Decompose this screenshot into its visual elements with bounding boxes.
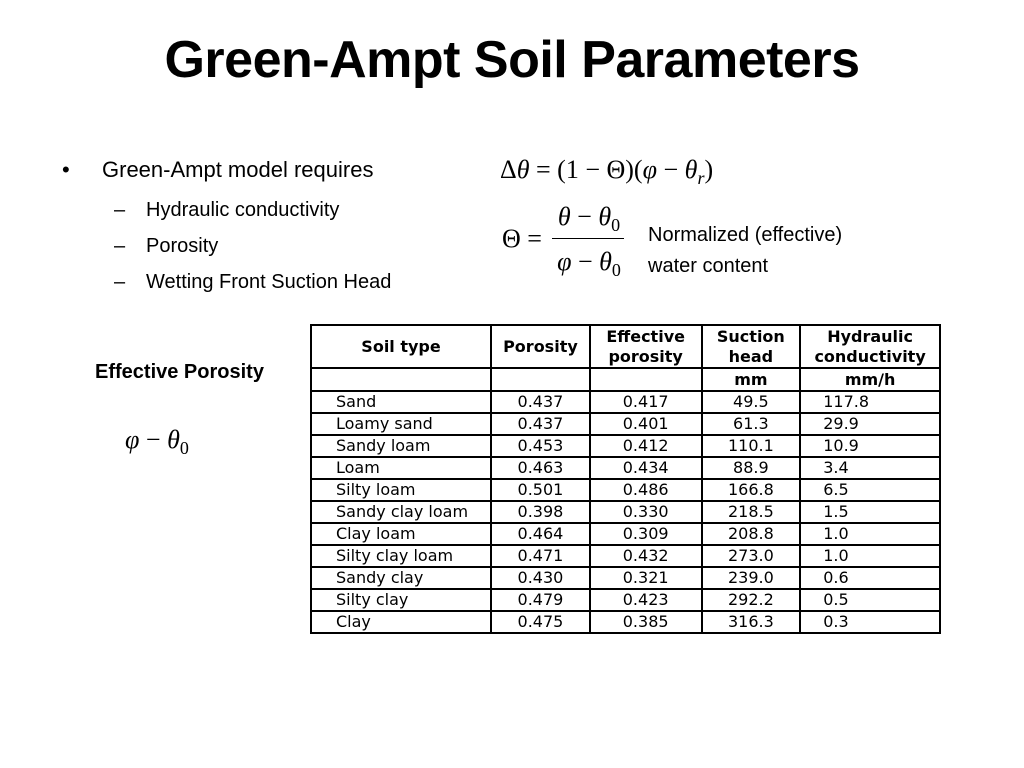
cell-soil-type: Loamy sand (311, 413, 491, 435)
cell-effective-porosity: 0.434 (590, 457, 702, 479)
table-row (311, 567, 940, 589)
cell-suction-head: 88.9 (702, 457, 801, 479)
cell-hydraulic-conductivity: 3.4 (800, 457, 940, 479)
cell-effective-porosity: 0.330 (590, 501, 702, 523)
effective-porosity-label: Effective Porosity (95, 361, 264, 383)
unit-cell (311, 368, 491, 391)
cell-porosity: 0.430 (491, 567, 590, 589)
sub-bullet (60, 233, 391, 259)
cell-soil-type: Silty clay (311, 589, 491, 611)
cell-suction-head: 166.8 (702, 479, 801, 501)
cell-porosity: 0.479 (491, 589, 590, 611)
cell-soil-type: Sand (311, 391, 491, 413)
fraction-numerator: $\theta - \theta_0$ (557, 202, 621, 235)
cell-soil-type: Sandy clay (311, 567, 491, 589)
cell-suction-head: 239.0 (702, 567, 801, 589)
fraction-denominator: $\varphi - \theta_0$ (557, 247, 621, 280)
table-row (311, 501, 940, 523)
cell-suction-head: 218.5 (702, 501, 801, 523)
cell-hydraulic-conductivity: 0.6 (800, 567, 940, 589)
cell-hydraulic-conductivity: 29.9 (800, 413, 940, 435)
bullet-main-text: Green-Ampt model requires (102, 157, 374, 182)
cell-porosity: 0.398 (491, 501, 590, 523)
cell-hydraulic-conductivity: 1.0 (800, 523, 940, 545)
cell-effective-porosity: 0.309 (590, 523, 702, 545)
cell-suction-head: 273.0 (702, 545, 801, 567)
header-soil-type: Soil type (311, 325, 491, 368)
cell-porosity: 0.453 (491, 435, 590, 457)
table-row (311, 611, 940, 633)
unit-cell: mm/h (800, 368, 940, 391)
cell-porosity: 0.501 (491, 479, 590, 501)
sub-bullet (60, 269, 391, 295)
header-porosity: Porosity (491, 325, 590, 368)
cell-suction-head: 110.1 (702, 435, 801, 457)
cell-suction-head: 61.3 (702, 413, 801, 435)
unit-cell: mm (702, 368, 801, 391)
cell-effective-porosity: 0.423 (590, 589, 702, 611)
table-body (311, 391, 940, 633)
table-row (311, 523, 940, 545)
cell-hydraulic-conductivity: 10.9 (800, 435, 940, 457)
table-row (311, 589, 940, 611)
dash-icon: – (114, 235, 126, 257)
header-suction-head: Suction head (702, 325, 801, 368)
table-header-row (311, 325, 940, 368)
note-line1: Normalized (effective) (648, 224, 843, 246)
sub-bullet-text: Hydraulic conductivity (146, 199, 340, 221)
dash-icon: – (114, 199, 126, 221)
cell-porosity: 0.437 (491, 413, 590, 435)
cell-suction-head: 208.8 (702, 523, 801, 545)
table-row (311, 457, 940, 479)
cell-soil-type: Clay (311, 611, 491, 633)
delta-theta-equation: $\Delta\theta = (1 - \Theta)(\varphi - \theta_r)$ (500, 155, 714, 188)
cell-suction-head: 316.3 (702, 611, 801, 633)
sub-bullet-text: Wetting Front Suction Head (146, 271, 392, 293)
cell-suction-head: 292.2 (702, 589, 801, 611)
cell-porosity: 0.471 (491, 545, 590, 567)
cell-porosity: 0.437 (491, 391, 590, 413)
cell-suction-head: 49.5 (702, 391, 801, 413)
unit-cell (590, 368, 702, 391)
cell-hydraulic-conductivity: 0.5 (800, 589, 940, 611)
header-hydraulic-conductivity: Hydraulic conductivity (800, 325, 940, 368)
cell-effective-porosity: 0.486 (590, 479, 702, 501)
cell-soil-type: Silty clay loam (311, 545, 491, 567)
bullet-list (60, 155, 391, 295)
cell-hydraulic-conductivity: 0.3 (800, 611, 940, 633)
fraction-bar (552, 238, 624, 239)
effective-porosity-equation: $\varphi - \theta_0$ (125, 425, 189, 458)
cell-effective-porosity: 0.412 (590, 435, 702, 457)
table-row (311, 479, 940, 501)
sub-bullet-text: Porosity (146, 235, 219, 257)
cell-porosity: 0.475 (491, 611, 590, 633)
cell-soil-type: Silty loam (311, 479, 491, 501)
cell-effective-porosity: 0.432 (590, 545, 702, 567)
cell-hydraulic-conductivity: 1.0 (800, 545, 940, 567)
dash-icon: – (114, 271, 126, 293)
slide-title: Green-Ampt Soil Parameters (164, 31, 860, 89)
cell-porosity: 0.463 (491, 457, 590, 479)
cell-effective-porosity: 0.321 (590, 567, 702, 589)
cell-soil-type: Sandy loam (311, 435, 491, 457)
table-units-row (311, 368, 940, 391)
table-row (311, 435, 940, 457)
bullet-dot-icon: • (62, 157, 70, 182)
unit-cell (491, 368, 590, 391)
cell-soil-type: Sandy clay loam (311, 501, 491, 523)
table-row (311, 545, 940, 567)
cell-effective-porosity: 0.385 (590, 611, 702, 633)
normalized-note (648, 220, 842, 282)
cell-hydraulic-conductivity: 1.5 (800, 501, 940, 523)
note-line2: water content (648, 255, 769, 277)
cell-hydraulic-conductivity: 117.8 (800, 391, 940, 413)
table-row (311, 391, 940, 413)
soil-parameters-table (310, 324, 941, 634)
cell-hydraulic-conductivity: 6.5 (800, 479, 940, 501)
bullet-main (60, 155, 391, 185)
cell-soil-type: Loam (311, 457, 491, 479)
cell-effective-porosity: 0.417 (590, 391, 702, 413)
normalized-theta-symbol: Θ = (502, 224, 542, 253)
cell-porosity: 0.464 (491, 523, 590, 545)
header-effective-porosity: Effective porosity (590, 325, 702, 368)
table-row (311, 413, 940, 435)
cell-effective-porosity: 0.401 (590, 413, 702, 435)
cell-soil-type: Clay loam (311, 523, 491, 545)
sub-bullet (60, 197, 391, 223)
